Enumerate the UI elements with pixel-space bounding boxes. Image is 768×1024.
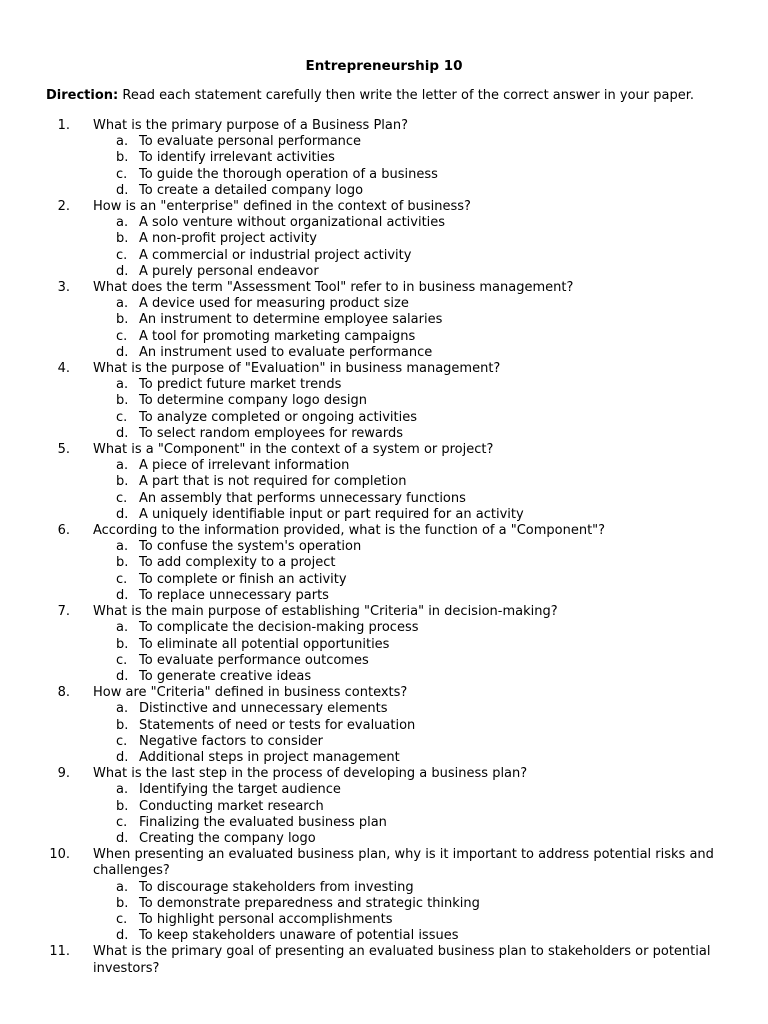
option-letter: c. xyxy=(116,166,128,182)
option-letter: d. xyxy=(116,587,129,603)
option-text: To discourage stakeholders from investing xyxy=(139,879,414,895)
question-number: 9. xyxy=(57,766,70,782)
option-letter: b. xyxy=(116,636,129,652)
option-text: To determine company logo design xyxy=(139,393,368,409)
question-number: 4. xyxy=(57,361,70,377)
option-letter: a. xyxy=(116,377,129,393)
option-text: To predict future market trends xyxy=(139,377,342,393)
answer-option xyxy=(0,555,768,571)
direction-text: Read each statement carefully then write the letter of the correct answer in your paper. xyxy=(118,88,694,103)
option-text: Identifying the target audience xyxy=(139,782,341,798)
option-text: A device used for measuring product size xyxy=(139,296,409,312)
question-text: How is an "enterprise" defined in the context of business? xyxy=(93,199,471,215)
answer-option xyxy=(0,701,768,717)
option-text: A purely personal endeavor xyxy=(139,263,319,279)
question-number: 7. xyxy=(57,604,70,620)
question-item xyxy=(0,361,768,377)
answer-option xyxy=(0,799,768,815)
answer-option xyxy=(0,880,768,896)
option-letter: b. xyxy=(116,393,129,409)
option-text: A non-profit project activity xyxy=(139,231,318,247)
option-letter: b. xyxy=(116,312,129,328)
option-text: A solo venture without organizational activities xyxy=(139,215,446,231)
answer-option xyxy=(0,377,768,393)
option-letter: a. xyxy=(116,879,129,895)
option-text: A part that is not required for completion xyxy=(139,474,407,490)
option-letter: d. xyxy=(116,263,129,279)
option-text: To complete or finish an activity xyxy=(139,571,347,587)
question-text: What is the purpose of "Evaluation" in business management? xyxy=(93,361,501,377)
answer-option xyxy=(0,718,768,734)
option-text: To highlight personal accomplishments xyxy=(139,911,393,927)
option-text: To replace unnecessary parts xyxy=(139,587,329,603)
option-text: To identify irrelevant activities xyxy=(139,150,335,166)
option-letter: d. xyxy=(116,506,129,522)
answer-option xyxy=(0,637,768,653)
option-letter: d. xyxy=(116,425,129,441)
option-letter: c. xyxy=(116,328,128,344)
question-number: 11. xyxy=(49,944,70,960)
option-text: Conducting market research xyxy=(139,798,324,814)
question-item xyxy=(0,847,768,879)
option-text: A piece of irrelevant information xyxy=(139,458,350,474)
question-number: 8. xyxy=(57,685,70,701)
question-number: 10. xyxy=(49,847,70,863)
question-list xyxy=(0,118,768,977)
answer-option xyxy=(0,912,768,928)
answer-option xyxy=(0,134,768,150)
answer-option xyxy=(0,167,768,183)
option-letter: b. xyxy=(116,798,129,814)
option-letter: a. xyxy=(116,134,129,150)
option-text: A uniquely identifiable input or part required for an activity xyxy=(139,506,524,522)
answer-option xyxy=(0,312,768,328)
option-text: To demonstrate preparedness and strategic thinking xyxy=(139,895,480,911)
option-text: To confuse the system's operation xyxy=(139,539,362,555)
option-letter: c. xyxy=(116,911,128,927)
option-text: Statements of need or tests for evaluation xyxy=(139,717,416,733)
option-letter: a. xyxy=(116,620,129,636)
option-text: To eliminate all potential opportunities xyxy=(139,636,390,652)
answer-option xyxy=(0,410,768,426)
question-item xyxy=(0,944,768,976)
option-letter: a. xyxy=(116,701,129,717)
answer-option xyxy=(0,248,768,264)
answer-option xyxy=(0,588,768,604)
question-text: When presenting an evaluated business plan, why is it important to address potential risks and challenges? xyxy=(93,847,714,879)
option-letter: c. xyxy=(116,733,128,749)
option-text: To generate creative ideas xyxy=(139,668,312,684)
option-letter: d. xyxy=(116,830,129,846)
option-text: To guide the thorough operation of a business xyxy=(139,166,438,182)
option-text: To add complexity to a project xyxy=(139,555,336,571)
option-text: Creating the company logo xyxy=(139,830,316,846)
option-letter: d. xyxy=(116,182,129,198)
answer-option xyxy=(0,620,768,636)
option-letter: b. xyxy=(116,474,129,490)
answer-option xyxy=(0,474,768,490)
answer-option xyxy=(0,572,768,588)
answer-option xyxy=(0,329,768,345)
answer-option xyxy=(0,782,768,798)
option-text: Negative factors to consider xyxy=(139,733,323,749)
answer-option xyxy=(0,345,768,361)
answer-option xyxy=(0,150,768,166)
option-letter: d. xyxy=(116,668,129,684)
option-letter: c. xyxy=(116,814,128,830)
answer-option xyxy=(0,393,768,409)
question-number: 1. xyxy=(57,118,70,133)
option-letter: d. xyxy=(116,344,129,360)
answer-option xyxy=(0,815,768,831)
question-item xyxy=(0,118,768,134)
answer-option xyxy=(0,539,768,555)
option-text: Finalizing the evaluated business plan xyxy=(139,814,387,830)
option-text: To evaluate performance outcomes xyxy=(139,652,369,668)
answer-option xyxy=(0,296,768,312)
option-letter: a. xyxy=(116,296,129,312)
question-text: According to the information provided, what is the function of a "Component"? xyxy=(93,523,606,539)
direction-line xyxy=(46,87,746,105)
option-letter: b. xyxy=(116,555,129,571)
answer-option xyxy=(0,215,768,231)
option-letter: a. xyxy=(116,782,129,798)
question-item xyxy=(0,442,768,458)
option-letter: c. xyxy=(116,490,128,506)
option-letter: b. xyxy=(116,717,129,733)
answer-option xyxy=(0,896,768,912)
answer-option xyxy=(0,831,768,847)
direction-label: Direction: xyxy=(46,88,119,103)
option-letter: b. xyxy=(116,231,129,247)
answer-option xyxy=(0,928,768,944)
answer-option xyxy=(0,669,768,685)
option-text: An instrument to determine employee salaries xyxy=(139,312,443,328)
question-text: How are "Criteria" defined in business contexts? xyxy=(93,685,408,701)
option-letter: c. xyxy=(116,247,128,263)
option-letter: b. xyxy=(116,895,129,911)
question-text: What does the term "Assessment Tool" refer to in business management? xyxy=(93,280,574,296)
option-text: An instrument used to evaluate performance xyxy=(139,344,433,360)
question-number: 2. xyxy=(57,199,70,215)
question-number: 5. xyxy=(57,442,70,458)
question-item xyxy=(0,604,768,620)
option-letter: c. xyxy=(116,409,128,425)
option-text: To evaluate personal performance xyxy=(139,134,362,150)
answer-option xyxy=(0,750,768,766)
answer-option xyxy=(0,653,768,669)
answer-option xyxy=(0,491,768,507)
option-letter: a. xyxy=(116,458,129,474)
question-item xyxy=(0,766,768,782)
question-text: What is the primary purpose of a Business Plan? xyxy=(93,118,409,133)
option-letter: d. xyxy=(116,749,129,765)
question-text: What is the last step in the process of developing a business plan? xyxy=(93,766,528,782)
option-letter: d. xyxy=(116,928,129,944)
option-text: A commercial or industrial project activity xyxy=(139,247,412,263)
option-text: To analyze completed or ongoing activities xyxy=(139,409,418,425)
option-text: Additional steps in project management xyxy=(139,749,400,765)
option-text: A tool for promoting marketing campaigns xyxy=(139,328,416,344)
answer-option xyxy=(0,183,768,199)
option-letter: a. xyxy=(116,215,129,231)
option-text: To keep stakeholders unaware of potential issues xyxy=(139,928,459,944)
answer-option xyxy=(0,734,768,750)
answer-option xyxy=(0,507,768,523)
question-number: 6. xyxy=(57,523,70,539)
option-letter: c. xyxy=(116,652,128,668)
option-text: To select random employees for rewards xyxy=(139,425,404,441)
question-text: What is the primary goal of presenting an evaluated business plan to stakeholders or potential investors? xyxy=(93,944,711,976)
option-letter: c. xyxy=(116,571,128,587)
question-item xyxy=(0,199,768,215)
answer-option xyxy=(0,264,768,280)
question-text: What is the main purpose of establishing "Criteria" in decision-making? xyxy=(93,604,558,620)
answer-option xyxy=(0,231,768,247)
option-text: An assembly that performs unnecessary functions xyxy=(139,490,466,506)
document-title: Entrepreneurship 10 xyxy=(305,58,463,74)
question-item xyxy=(0,523,768,539)
question-item xyxy=(0,280,768,296)
question-text: What is a "Component" in the context of a system or project? xyxy=(93,442,494,458)
answer-option xyxy=(0,426,768,442)
answer-option xyxy=(0,458,768,474)
option-text: To create a detailed company logo xyxy=(139,182,364,198)
option-text: To complicate the decision-making process xyxy=(139,620,419,636)
option-letter: b. xyxy=(116,150,129,166)
option-letter: a. xyxy=(116,539,129,555)
option-text: Distinctive and unnecessary elements xyxy=(139,701,388,717)
question-item xyxy=(0,685,768,701)
question-number: 3. xyxy=(57,280,70,296)
